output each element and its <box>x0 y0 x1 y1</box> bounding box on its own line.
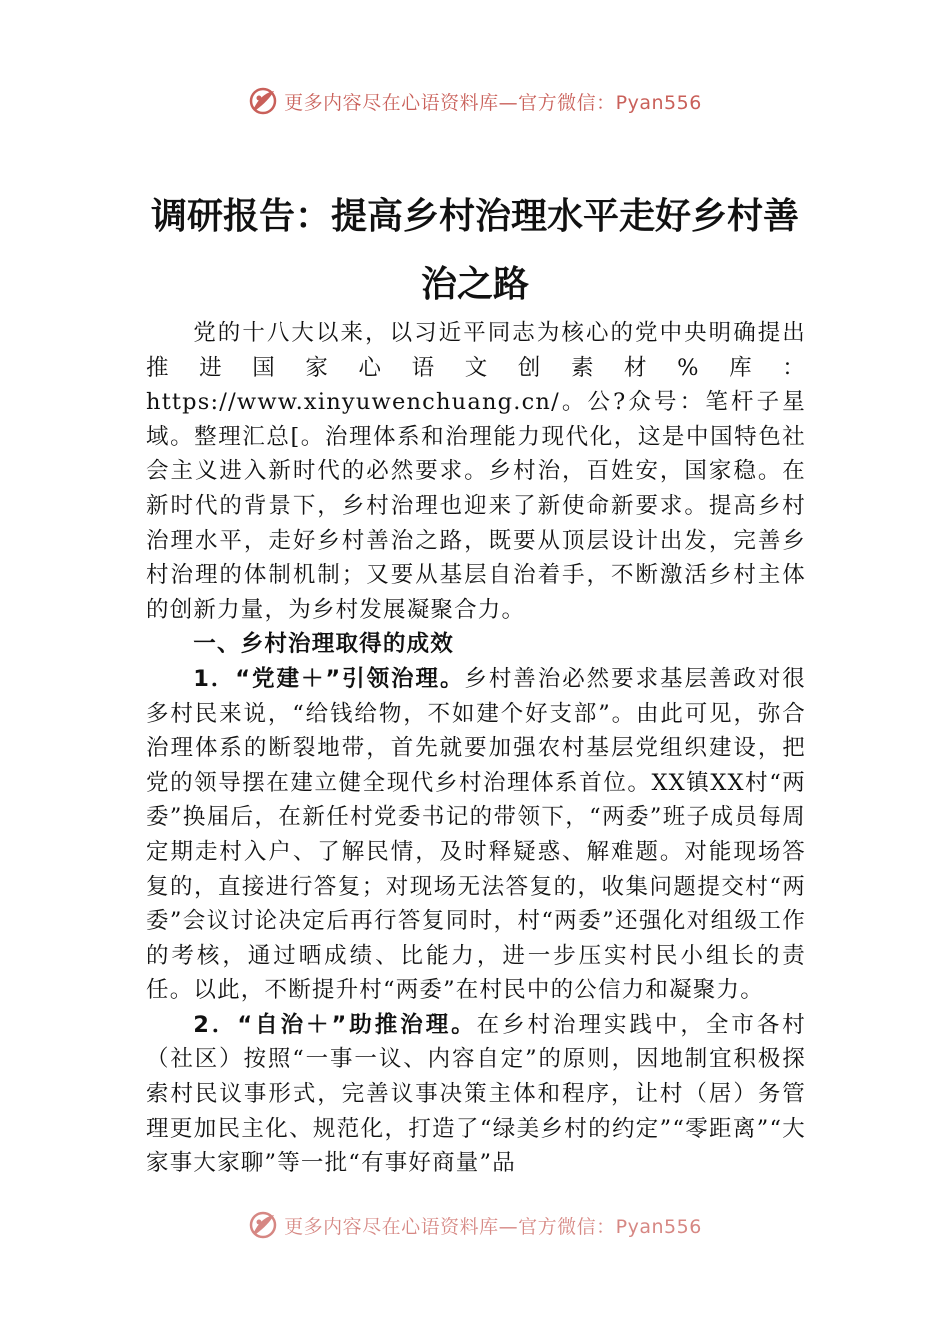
document-title-line2: 治之路 <box>420 263 529 305</box>
item1-paragraph <box>146 662 806 1008</box>
intro-paragraph: 党的十八大以来，以习近平同志为核心的党中央明确提出推进国家心语文创素材%库：https://www.xinyuwenchuang.cn/。公?众号：笔杆子星域。整理汇总[。治理体系和治理能力现代化，这是中国特色社会主义进入新时代的必然要求。乡村治，百姓安，国家稳。在新时代的背景下，乡村治理也迎来了新使命新要求。提高乡村治理水平，走好乡村善治之路，既要从顶层设计出发，完善乡村治理的体制机制；又要从基层自治着手，不断激活乡村主体的创新力量，为乡村发展凝聚合力。 <box>146 320 806 623</box>
section-heading: 一、乡村治理取得的成效 <box>193 631 454 658</box>
item1-body: 乡村善治必然要求基层善政对很多村民来说，“给钱给物，不如建个好支部”。由此可见，弥合治理体系的断裂地带，首先就要加强农村基层党组织建设，把党的领导摆在建立健全现代乡村治理体系首位。XX镇XX村“两委”换届后，在新任村党委书记的带领下，“两委”班子成员每周定期走村入户、了解民情，及时释疑惑、解难题。对能现场答复的，直接进行答复；对现场无法答复的，收集问题提交村“两委”会议讨论决定后再行答复同时，村“两委”还强化对组级工作的考核，通过晒成绩、比能力，进一步压实村民小组长的责任。以此，不断提升村“两委”在村民中的公信力和凝聚力。 <box>146 665 806 1004</box>
watermark-text: 更多内容尽在心语资料库—官方微信：Pyan556 <box>284 91 702 114</box>
item2-lead: 2．“自治＋”助推治理。 <box>193 1011 477 1038</box>
item2-body: 在乡村治理实践中，全市各村（社区）按照“一事一议、内容自定”的原则，因地制宜积极探索村民议事形式，完善议事决策主体和程序，让村（居）务管理更加民主化、规范化，打造了“绿美乡村的约定”“零距离”“大家事大家聊”等一批“有事好商量”品 <box>146 1011 806 1177</box>
item2-paragraph <box>146 1008 806 1181</box>
brand-logo-icon <box>248 1210 278 1240</box>
document-title-line1: 调研报告：提高乡村治理水平走好乡村善 <box>150 195 799 237</box>
watermark-footer <box>0 1210 950 1240</box>
watermark-header <box>0 86 950 116</box>
document-body <box>146 316 806 1181</box>
watermark-text: 更多内容尽在心语资料库—官方微信：Pyan556 <box>284 1215 702 1238</box>
item1-lead: 1．“党建＋”引领治理。 <box>193 665 465 692</box>
brand-logo-icon <box>248 86 278 116</box>
